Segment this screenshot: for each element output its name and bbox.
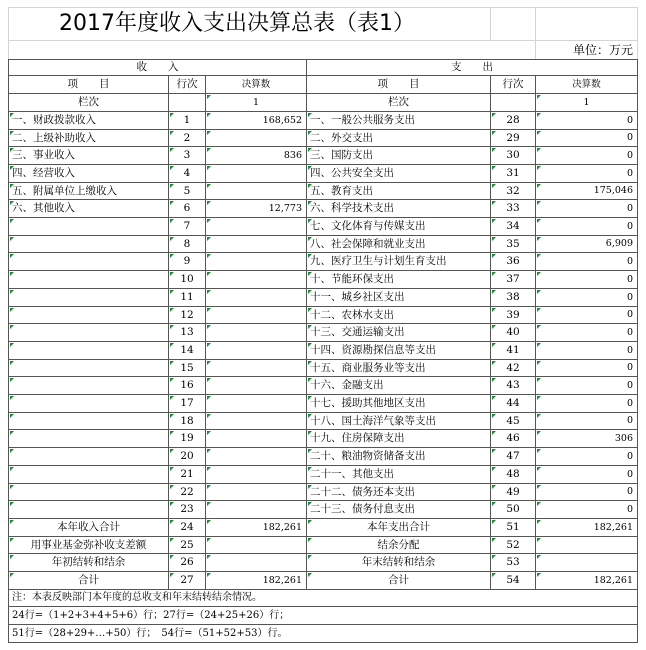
income-row-no: 18 [169, 413, 206, 430]
income-item-header: 项 目 [8, 76, 169, 94]
income-item [8, 413, 169, 430]
expense-item: 三、国防支出 [307, 147, 491, 165]
income-item [8, 271, 169, 289]
expense-amount: 0 [536, 289, 638, 307]
expense-row-no-header: 行次 [491, 76, 536, 94]
expense-col-label: 栏次 [307, 94, 491, 112]
expense-row-no: 37 [491, 271, 536, 289]
expense-amount [536, 554, 638, 572]
income-amount: 168,652 [206, 112, 307, 130]
expense-item: 二十、粮油物资储备支出 [307, 448, 491, 466]
expense-row-no: 39 [491, 307, 536, 324]
expense-row-no: 35 [491, 236, 536, 253]
income-item [8, 501, 169, 519]
income-row-no: 2 [169, 130, 206, 147]
expense-item: 十九、住房保障支出 [307, 430, 491, 448]
income-row-no: 15 [169, 360, 206, 377]
expense-row-no: 46 [491, 430, 536, 448]
expense-amount: 0 [536, 360, 638, 377]
income-amount [206, 130, 307, 147]
income-amount [206, 218, 307, 236]
income-item [8, 466, 169, 484]
expense-row-no: 47 [491, 448, 536, 466]
expense-item: 十、节能环保支出 [307, 271, 491, 289]
expense-amount: 0 [536, 501, 638, 519]
expense-item-header: 项 目 [307, 76, 491, 94]
income-amount [206, 360, 307, 377]
expense-item: 二十二、债务还本支出 [307, 484, 491, 501]
income-amount [206, 395, 307, 413]
income-amount [206, 430, 307, 448]
expense-item: 十四、资源勘探信息等支出 [307, 342, 491, 360]
page-title: 2017年度收入支出决算总表（表1） [8, 7, 491, 41]
title-blank-cell [491, 7, 536, 41]
income-amount [206, 377, 307, 395]
income-row-no: 6 [169, 200, 206, 218]
expense-amount: 0 [536, 342, 638, 360]
income-amount [206, 413, 307, 430]
income-amount [206, 271, 307, 289]
expense-amount: 0 [536, 448, 638, 466]
income-item: 本年收入合计 [8, 519, 169, 537]
income-row-no: 9 [169, 253, 206, 271]
expense-amount: 306 [536, 430, 638, 448]
income-row-no: 10 [169, 271, 206, 289]
income-item: 合计 [8, 572, 169, 590]
income-amount [206, 448, 307, 466]
income-row-no: 23 [169, 501, 206, 519]
income-row-no: 5 [169, 183, 206, 200]
expense-amount-header: 决算数 [536, 76, 638, 94]
expense-amount: 0 [536, 413, 638, 430]
income-row-no: 27 [169, 572, 206, 590]
expense-row-no: 32 [491, 183, 536, 200]
expense-row-no: 53 [491, 554, 536, 572]
expense-amount: 0 [536, 377, 638, 395]
income-row-no: 20 [169, 448, 206, 466]
expense-row-no: 43 [491, 377, 536, 395]
income-item [8, 342, 169, 360]
expense-col-blank [491, 94, 536, 112]
income-col-blank [169, 94, 206, 112]
income-row-no: 24 [169, 519, 206, 537]
income-item [8, 448, 169, 466]
income-row-no: 1 [169, 112, 206, 130]
expense-item: 一、一般公共服务支出 [307, 112, 491, 130]
income-row-no: 17 [169, 395, 206, 413]
income-amount [206, 253, 307, 271]
expense-item: 十二、农林水支出 [307, 307, 491, 324]
income-item: 二、上级补助收入 [8, 130, 169, 147]
income-amount [206, 165, 307, 183]
income-item [8, 360, 169, 377]
expense-amount: 182,261 [536, 572, 638, 590]
expense-row-no: 54 [491, 572, 536, 590]
expense-item: 四、公共安全支出 [307, 165, 491, 183]
expense-item: 十一、城乡社区支出 [307, 289, 491, 307]
expense-amount: 0 [536, 466, 638, 484]
expense-item: 合计 [307, 572, 491, 590]
expense-item: 二十三、债务付息支出 [307, 501, 491, 519]
income-row-no: 8 [169, 236, 206, 253]
expense-row-no: 49 [491, 484, 536, 501]
income-item [8, 324, 169, 342]
income-amount: 12,773 [206, 200, 307, 218]
title-blank-cell [536, 7, 638, 41]
expense-row-no: 48 [491, 466, 536, 484]
expense-amount: 0 [536, 200, 638, 218]
expense-item: 二十一、其他支出 [307, 466, 491, 484]
income-amount [206, 501, 307, 519]
income-item: 年初结转和结余 [8, 554, 169, 572]
expense-row-no: 31 [491, 165, 536, 183]
expense-row-no: 45 [491, 413, 536, 430]
expense-amount: 0 [536, 324, 638, 342]
expense-amount: 6,909 [536, 236, 638, 253]
income-amount [206, 537, 307, 554]
unit-row-blank [8, 41, 536, 59]
expense-amount: 0 [536, 165, 638, 183]
expense-item: 结余分配 [307, 537, 491, 554]
income-amount [206, 484, 307, 501]
expense-item: 十八、国土海洋气象等支出 [307, 413, 491, 430]
expense-row-no: 28 [491, 112, 536, 130]
income-row-no: 25 [169, 537, 206, 554]
expense-amount: 0 [536, 307, 638, 324]
expense-item: 九、医疗卫生与计划生育支出 [307, 253, 491, 271]
expense-amount [536, 537, 638, 554]
expense-item: 十三、交通运输支出 [307, 324, 491, 342]
expense-group-header: 支 出 [307, 59, 638, 76]
expense-amount: 0 [536, 112, 638, 130]
income-amount: 182,261 [206, 519, 307, 537]
income-item [8, 307, 169, 324]
expense-amount: 0 [536, 395, 638, 413]
income-item [8, 484, 169, 501]
income-item [8, 236, 169, 253]
expense-amount: 0 [536, 484, 638, 501]
expense-item: 十七、援助其他地区支出 [307, 395, 491, 413]
expense-col-no: 1 [536, 94, 638, 112]
expense-row-no: 40 [491, 324, 536, 342]
income-row-no: 21 [169, 466, 206, 484]
income-amount: 836 [206, 147, 307, 165]
income-amount [206, 183, 307, 200]
income-row-no: 3 [169, 147, 206, 165]
income-item [8, 218, 169, 236]
income-amount [206, 236, 307, 253]
income-amount-header: 决算数 [206, 76, 307, 94]
income-item: 用事业基金弥补收支差额 [8, 537, 169, 554]
expense-item: 年末结转和结余 [307, 554, 491, 572]
income-col-no: 1 [206, 94, 307, 112]
expense-item: 七、文化体育与传媒支出 [307, 218, 491, 236]
income-group-header: 收 入 [8, 59, 307, 76]
income-amount [206, 342, 307, 360]
income-item [8, 289, 169, 307]
expense-row-no: 29 [491, 130, 536, 147]
expense-row-no: 41 [491, 342, 536, 360]
income-item [8, 377, 169, 395]
income-item [8, 395, 169, 413]
expense-row-no: 38 [491, 289, 536, 307]
income-col-label: 栏次 [8, 94, 169, 112]
expense-row-no: 36 [491, 253, 536, 271]
income-item: 三、事业收入 [8, 147, 169, 165]
income-row-no: 7 [169, 218, 206, 236]
expense-row-no: 44 [491, 395, 536, 413]
expense-row-no: 33 [491, 200, 536, 218]
income-row-no-header: 行次 [169, 76, 206, 94]
income-row-no: 12 [169, 307, 206, 324]
income-amount [206, 466, 307, 484]
income-item: 五、附属单位上缴收入 [8, 183, 169, 200]
income-amount [206, 307, 307, 324]
table-note: 24行=（1+2+3+4+5+6）行；27行=（24+25+26）行； [8, 607, 638, 625]
income-row-no: 13 [169, 324, 206, 342]
expense-row-no: 34 [491, 218, 536, 236]
unit-label: 单位：万元 [536, 41, 638, 59]
income-item: 四、经营收入 [8, 165, 169, 183]
income-row-no: 14 [169, 342, 206, 360]
income-row-no: 19 [169, 430, 206, 448]
income-row-no: 16 [169, 377, 206, 395]
expense-row-no: 30 [491, 147, 536, 165]
expense-row-no: 52 [491, 537, 536, 554]
income-amount: 182,261 [206, 572, 307, 590]
expense-amount: 0 [536, 218, 638, 236]
expense-item: 六、科学技术支出 [307, 200, 491, 218]
expense-amount: 182,261 [536, 519, 638, 537]
expense-item: 八、社会保障和就业支出 [307, 236, 491, 253]
expense-amount: 0 [536, 147, 638, 165]
income-item: 六、其他收入 [8, 200, 169, 218]
income-item [8, 253, 169, 271]
expense-item: 十五、商业服务业等支出 [307, 360, 491, 377]
expense-row-no: 42 [491, 360, 536, 377]
income-amount [206, 289, 307, 307]
income-amount [206, 324, 307, 342]
expense-item: 本年支出合计 [307, 519, 491, 537]
expense-row-no: 50 [491, 501, 536, 519]
income-row-no: 11 [169, 289, 206, 307]
expense-amount: 175,046 [536, 183, 638, 200]
income-amount [206, 554, 307, 572]
income-row-no: 26 [169, 554, 206, 572]
income-row-no: 4 [169, 165, 206, 183]
expense-amount: 0 [536, 271, 638, 289]
table-note: 注：本表反映部门本年度的总收支和年末结转结余情况。 [8, 590, 638, 607]
income-item [8, 430, 169, 448]
expense-item: 二、外交支出 [307, 130, 491, 147]
expense-item: 十六、金融支出 [307, 377, 491, 395]
expense-amount: 0 [536, 130, 638, 147]
income-item: 一、财政拨款收入 [8, 112, 169, 130]
income-row-no: 22 [169, 484, 206, 501]
expense-row-no: 51 [491, 519, 536, 537]
expense-amount: 0 [536, 253, 638, 271]
expense-item: 五、教育支出 [307, 183, 491, 200]
table-note: 51行=（28+29+…+50）行； 54行=（51+52+53）行。 [8, 625, 638, 643]
